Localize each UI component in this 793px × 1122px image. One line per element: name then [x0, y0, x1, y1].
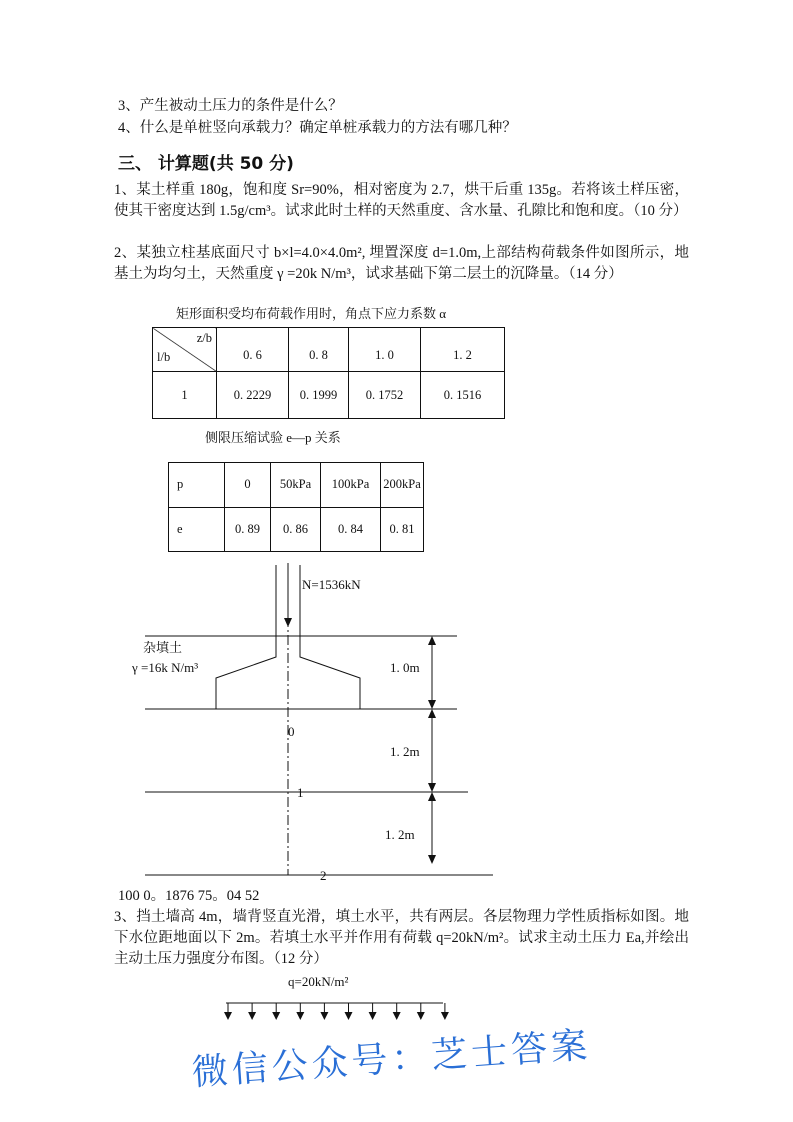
- table2-cell: 0. 81: [381, 507, 424, 552]
- question-3: 3、产生被动土压力的条件是什么？: [118, 98, 343, 114]
- table2-title: 侧限压缩试验 e—p 关系: [205, 430, 341, 445]
- table1-header: 0. 8: [289, 328, 349, 372]
- load-arrow-head: [296, 1012, 304, 1020]
- load-arrow-head: [417, 1012, 425, 1020]
- load-arrow-head: [345, 1012, 353, 1020]
- calc-question-1: 1、某土样重 180g，饱和度 Sr=90%，相对密度为 2.7，烘干后重 135g。若将该土样压密，使其干密度达到 1.5g/cm³。试求此时土样的天然重度、含水量、孔隙比和饱和度。（10 分）: [114, 182, 689, 219]
- table2-cell: 0. 89: [225, 507, 271, 552]
- table2-cell: 200kPa: [381, 463, 424, 508]
- dim-label: 1. 2m: [385, 827, 415, 842]
- load-arrow-head: [441, 1012, 449, 1020]
- table2-cell: 0: [225, 463, 271, 508]
- dim-label: 1. 2m: [390, 744, 420, 759]
- table2-cell: 0. 86: [271, 507, 321, 552]
- table1-cell: 0. 1516: [421, 372, 505, 419]
- answer-line: 100 0。1876 75。04 52: [118, 888, 260, 904]
- calc-question-3: 3、挡土墙高 4m，墙背竖直光滑，填土水平，共有两层。各层物理力学性质指标如图。地下水位距地面以下 2m。若填土水平并作用有荷载 q=20kN/m²。试求主动土压力 Ea,并绘出主动土压力强度分布图。（12 分）: [114, 909, 689, 967]
- load-label: N=1536kN: [302, 577, 361, 592]
- table1-cell: 0. 1752: [349, 372, 421, 419]
- load-arrow-head: [369, 1012, 377, 1020]
- watermark: 微信公众号：芝士答案: [190, 1025, 593, 1094]
- table2-cell: 0. 84: [321, 507, 381, 552]
- load-arrow-head: [320, 1012, 328, 1020]
- table2-row-label: e: [169, 507, 225, 552]
- section-heading: 三、 计算题(共 50 分): [118, 154, 294, 174]
- corner-bottom-label: l/b: [157, 350, 171, 364]
- table2-cell: 100kPa: [321, 463, 381, 508]
- table1-header: 1. 0: [349, 328, 421, 372]
- table1-header: 0. 6: [217, 328, 289, 372]
- table2-cell: 50kPa: [271, 463, 321, 508]
- point-label: 0: [288, 724, 295, 739]
- surcharge-label: q=20kN/m²: [288, 974, 349, 989]
- load-arrow-head: [224, 1012, 232, 1020]
- table1-row-label: 1: [153, 372, 217, 419]
- fill-gamma-label: γ =16k N/m³: [132, 660, 199, 675]
- table1-cell: 0. 1999: [289, 372, 349, 419]
- load-arrow-head: [248, 1012, 256, 1020]
- question-4: 4、什么是单桩竖向承载力？确定单桩承载力的方法有哪几种？: [118, 120, 517, 136]
- corner-top-label: z/b: [196, 331, 212, 345]
- point-label: 1: [297, 785, 304, 800]
- footing-left: [216, 565, 276, 709]
- table1-cell: 0. 2229: [217, 372, 289, 419]
- table1-header: 1. 2: [421, 328, 505, 372]
- point-label: 2: [320, 868, 327, 883]
- table1-title: 矩形面积受均布荷载作用时，角点下应力系数 α: [176, 306, 447, 321]
- calc-question-2: 2、某独立柱基底面尺寸 b×l=4.0×4.0m², 埋置深度 d=1.0m,上部结构荷载条件如图所示，地基土为均匀土，天然重度 γ =20k N/m³，试求基础下第二层土的沉降量。（14 分）: [114, 245, 689, 282]
- load-arrow-head: [272, 1012, 280, 1020]
- table2-row-label: p: [169, 463, 225, 508]
- load-arrow-head: [393, 1012, 401, 1020]
- fill-soil-label: 杂填土: [143, 640, 183, 655]
- dim-label: 1. 0m: [390, 660, 420, 675]
